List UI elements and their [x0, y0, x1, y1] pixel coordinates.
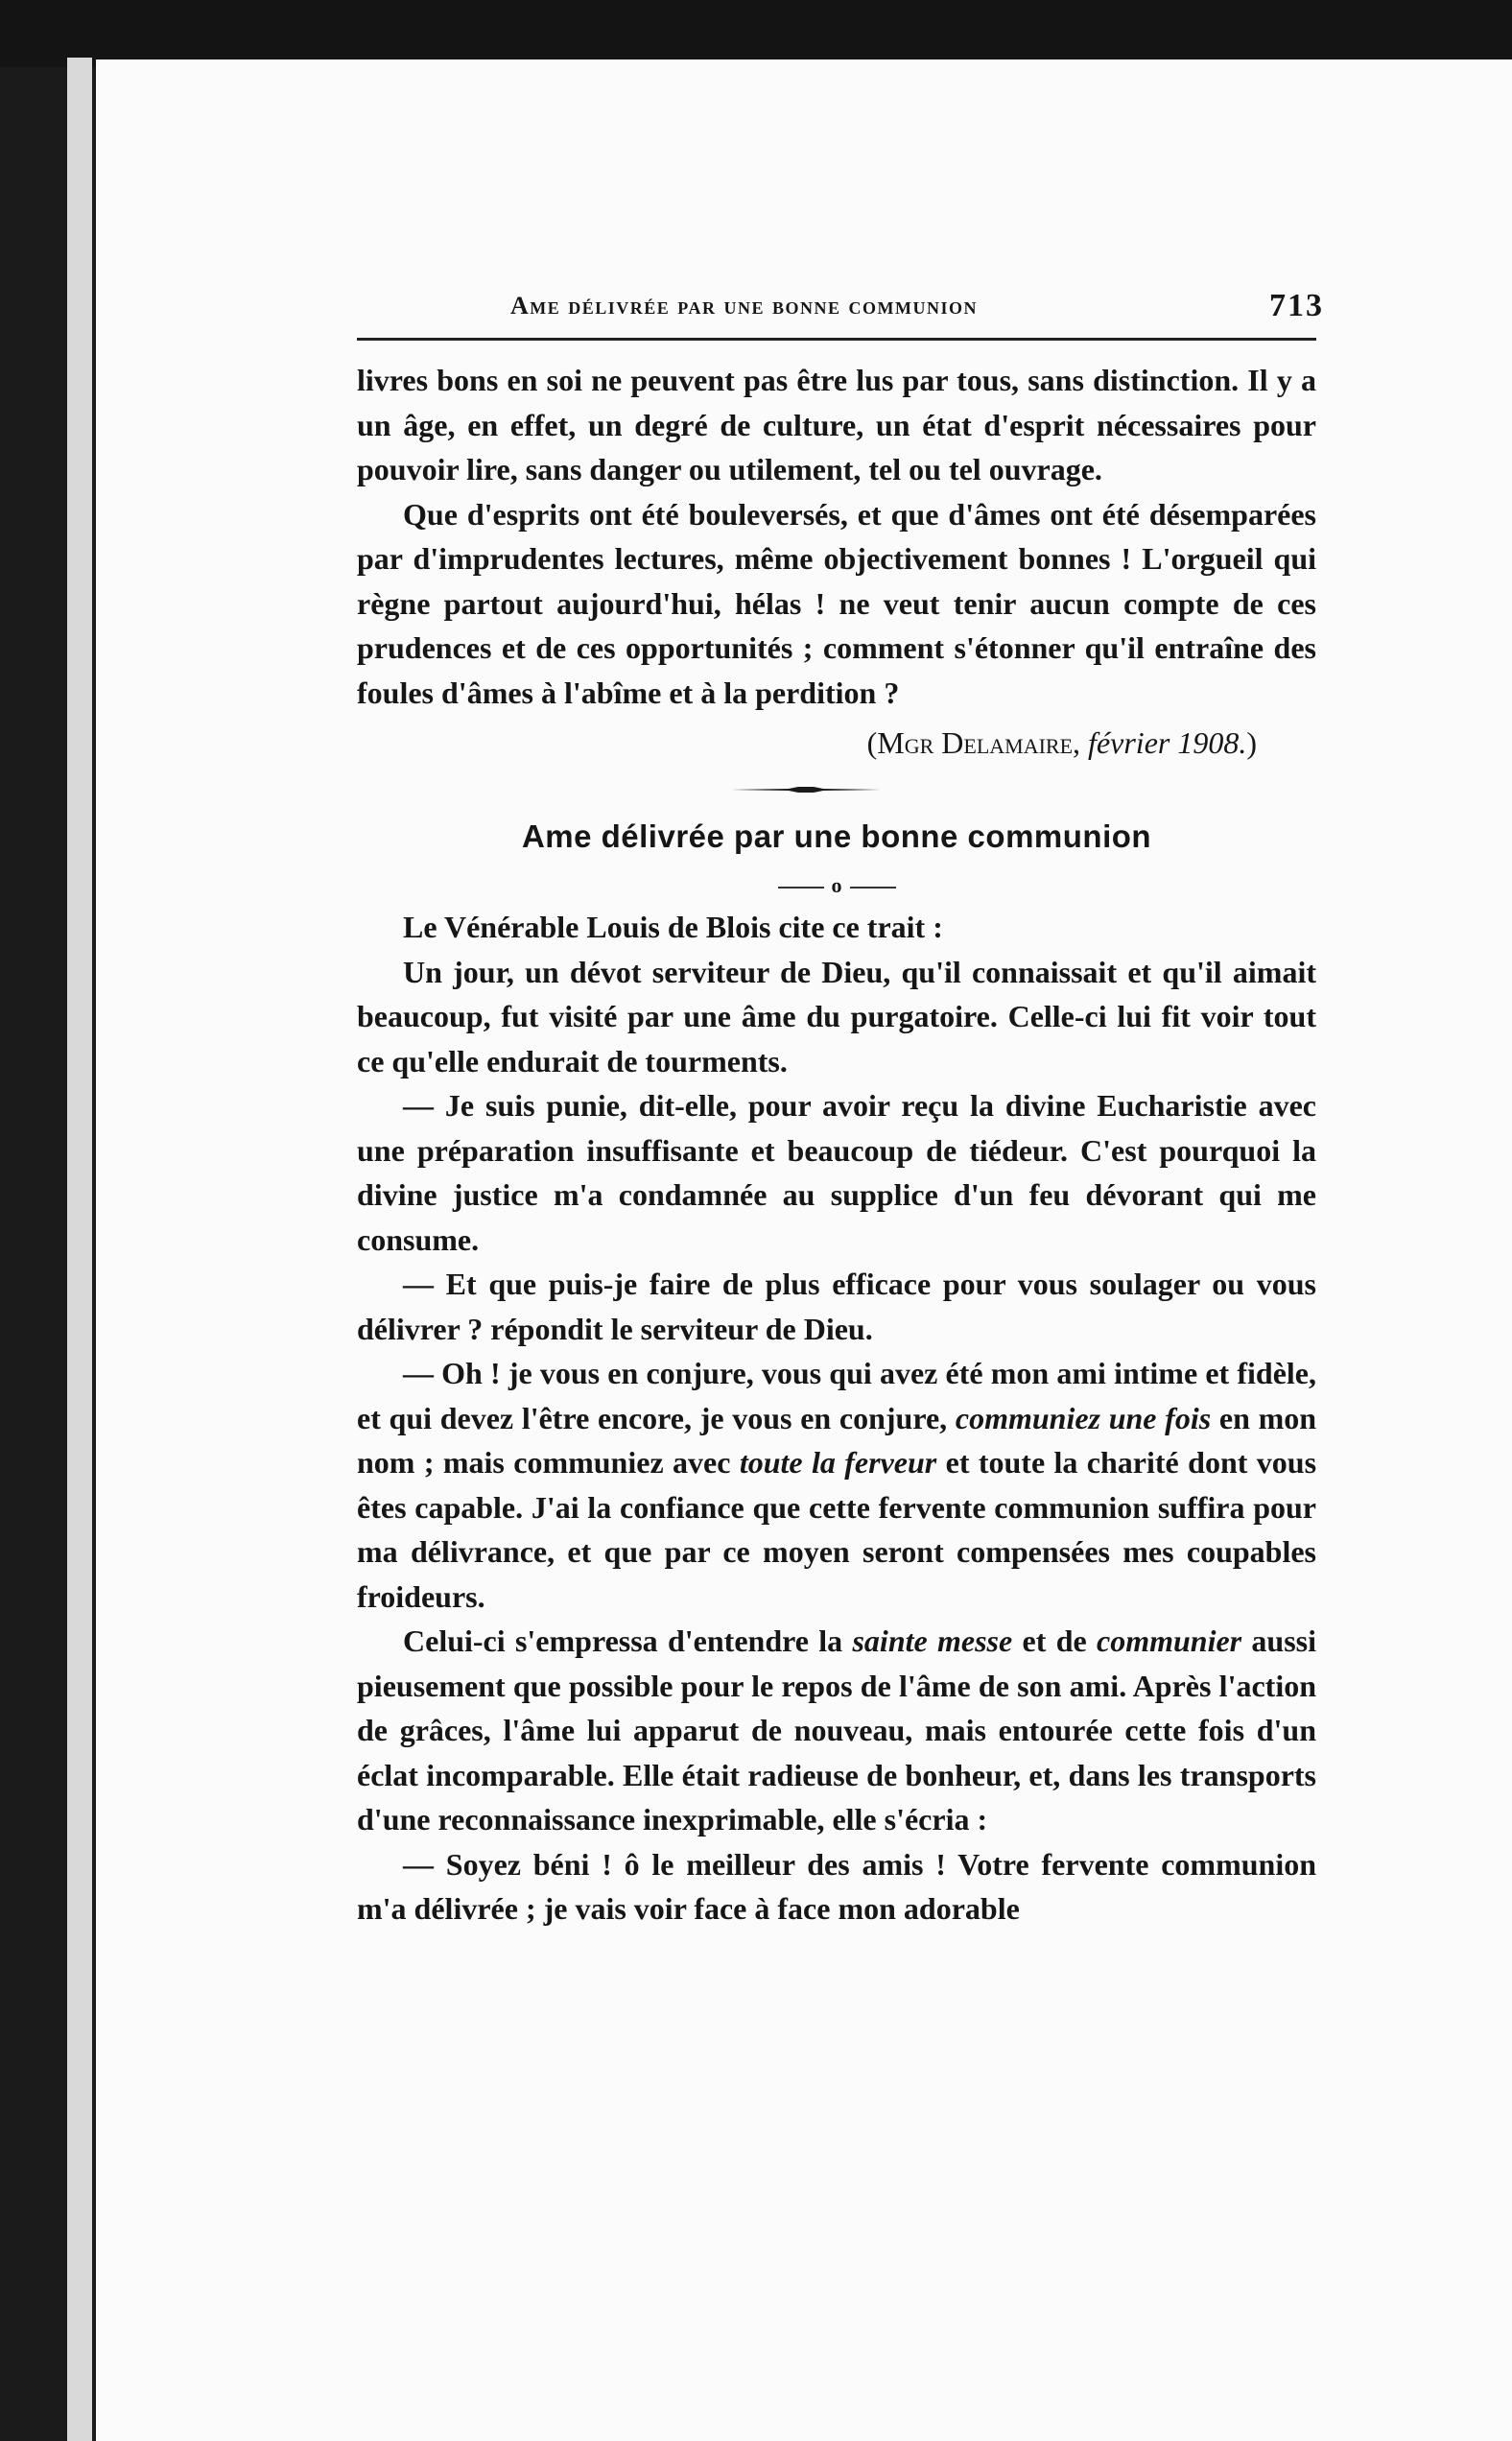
p6-italic-1: sainte messe: [852, 1623, 1013, 1658]
intro-paragraph-2: Que d'esprits ont été bouleversés, et que d'âmes ont été désemparées par d'imprudentes lectures, même objectivement bonnes ! L'orgueil qui règne partout aujourd'hui, hélas ! ne veut tenir aucun compte de ces prudences et de ces opportunités ; comment s'étonner qu'il entraîne des foules d'âmes à l'abîme et à la perdition ?: [357, 496, 1316, 710]
body-paragraph-7: — Soyez béni ! ô le meilleur des amis ! Votre fervente communion m'a délivrée ; je vais voir face à face mon adorable: [357, 1846, 1316, 1926]
ornament-flourish-icon: [731, 786, 881, 794]
running-title: Ame délivrée par une bonne communion: [510, 292, 978, 320]
citation-date: février 1908.: [1088, 725, 1247, 760]
p5-italic-1: communiez une fois: [955, 1400, 1212, 1435]
section-separator: [357, 866, 1316, 905]
page-gutter: [67, 58, 92, 2441]
intro-paragraph-1: livres bons en soi ne peuvent pas être lus par tous, sans distinction. Il y a un âge, en effet, un degré de culture, un état d'esprit nécessaires pour pouvoir lire, sans danger ou utilement, tel ou tel ouvrage.: [357, 363, 1316, 486]
body-paragraph-6: [357, 1619, 1316, 1842]
p6-italic-2: communier: [1097, 1623, 1242, 1658]
citation: (Mgr Delamaire, février 1908.): [866, 725, 1257, 760]
section-title: Ame délivrée par une bonne communion: [521, 818, 1152, 854]
body-paragraph-3: — Je suis punie, dit-elle, pour avoir reçu la divine Eucharistie avec une préparation insuffisante et beaucoup de tiédeur. C'est pourquoi la divine justice m'a condamnée au supplice d'un feu dévorant qui me consume.: [357, 1088, 1316, 1257]
citation-author: Mgr Delamaire,: [877, 725, 1081, 760]
p5-text-c: et toute la charité dont vous êtes capable. J'ai la confiance que cette fervente communion suffira pour ma délivrance, et que par ce moyen seront compensées mes coupables froideurs.: [357, 1445, 1317, 1614]
book-page: [96, 59, 1512, 2441]
p5-italic-2: toute la ferveur: [739, 1445, 937, 1480]
p6-text-c: aussi pieusement que possible pour le repos de l'âme de son ami. Après l'action de grâces, l'âme lui apparut de nouveau, mais entourée cette fois d'un éclat incomparable. Elle était radieuse de bonheur, et, dans les transports d'une reconnaissance inexprimable, elle s'écria :: [357, 1623, 1317, 1837]
p5-text-a: — Oh ! je vous en conjure, vous qui avez été mon ami intime et fidèle, et qui devez l'être encore, je vous en conjure,: [357, 1356, 1316, 1435]
separator-mark: o: [831, 873, 842, 897]
page-content: [357, 280, 1324, 1931]
p6-text-a: Celui-ci s'empressa d'entendre la: [403, 1623, 853, 1658]
ornament-divider: [357, 765, 1316, 813]
p5-text-b: en mon nom ; mais communiez avec: [357, 1400, 1317, 1480]
p6-text-b: et de: [1012, 1623, 1097, 1658]
header-rule: [357, 338, 1316, 341]
body-paragraph-5: [357, 1351, 1316, 1619]
page-number: 713: [1269, 288, 1324, 323]
scan-border-top: [0, 0, 1512, 67]
body-paragraph-2: Un jour, un dévot serviteur de Dieu, qu'il connaissait et qu'il aimait beaucoup, fut visité par une âme du purgatoire. Celle-ci lui fit voir tout ce qu'elle endurait de tourments.: [357, 954, 1316, 1078]
body-paragraph-1: Le Vénérable Louis de Blois cite ce trait :: [403, 910, 943, 944]
body-paragraph-4: — Et que puis-je faire de plus efficace pour vous soulager ou vous délivrer ? répondit le serviteur de Dieu.: [357, 1267, 1316, 1346]
running-header: [357, 280, 1324, 328]
